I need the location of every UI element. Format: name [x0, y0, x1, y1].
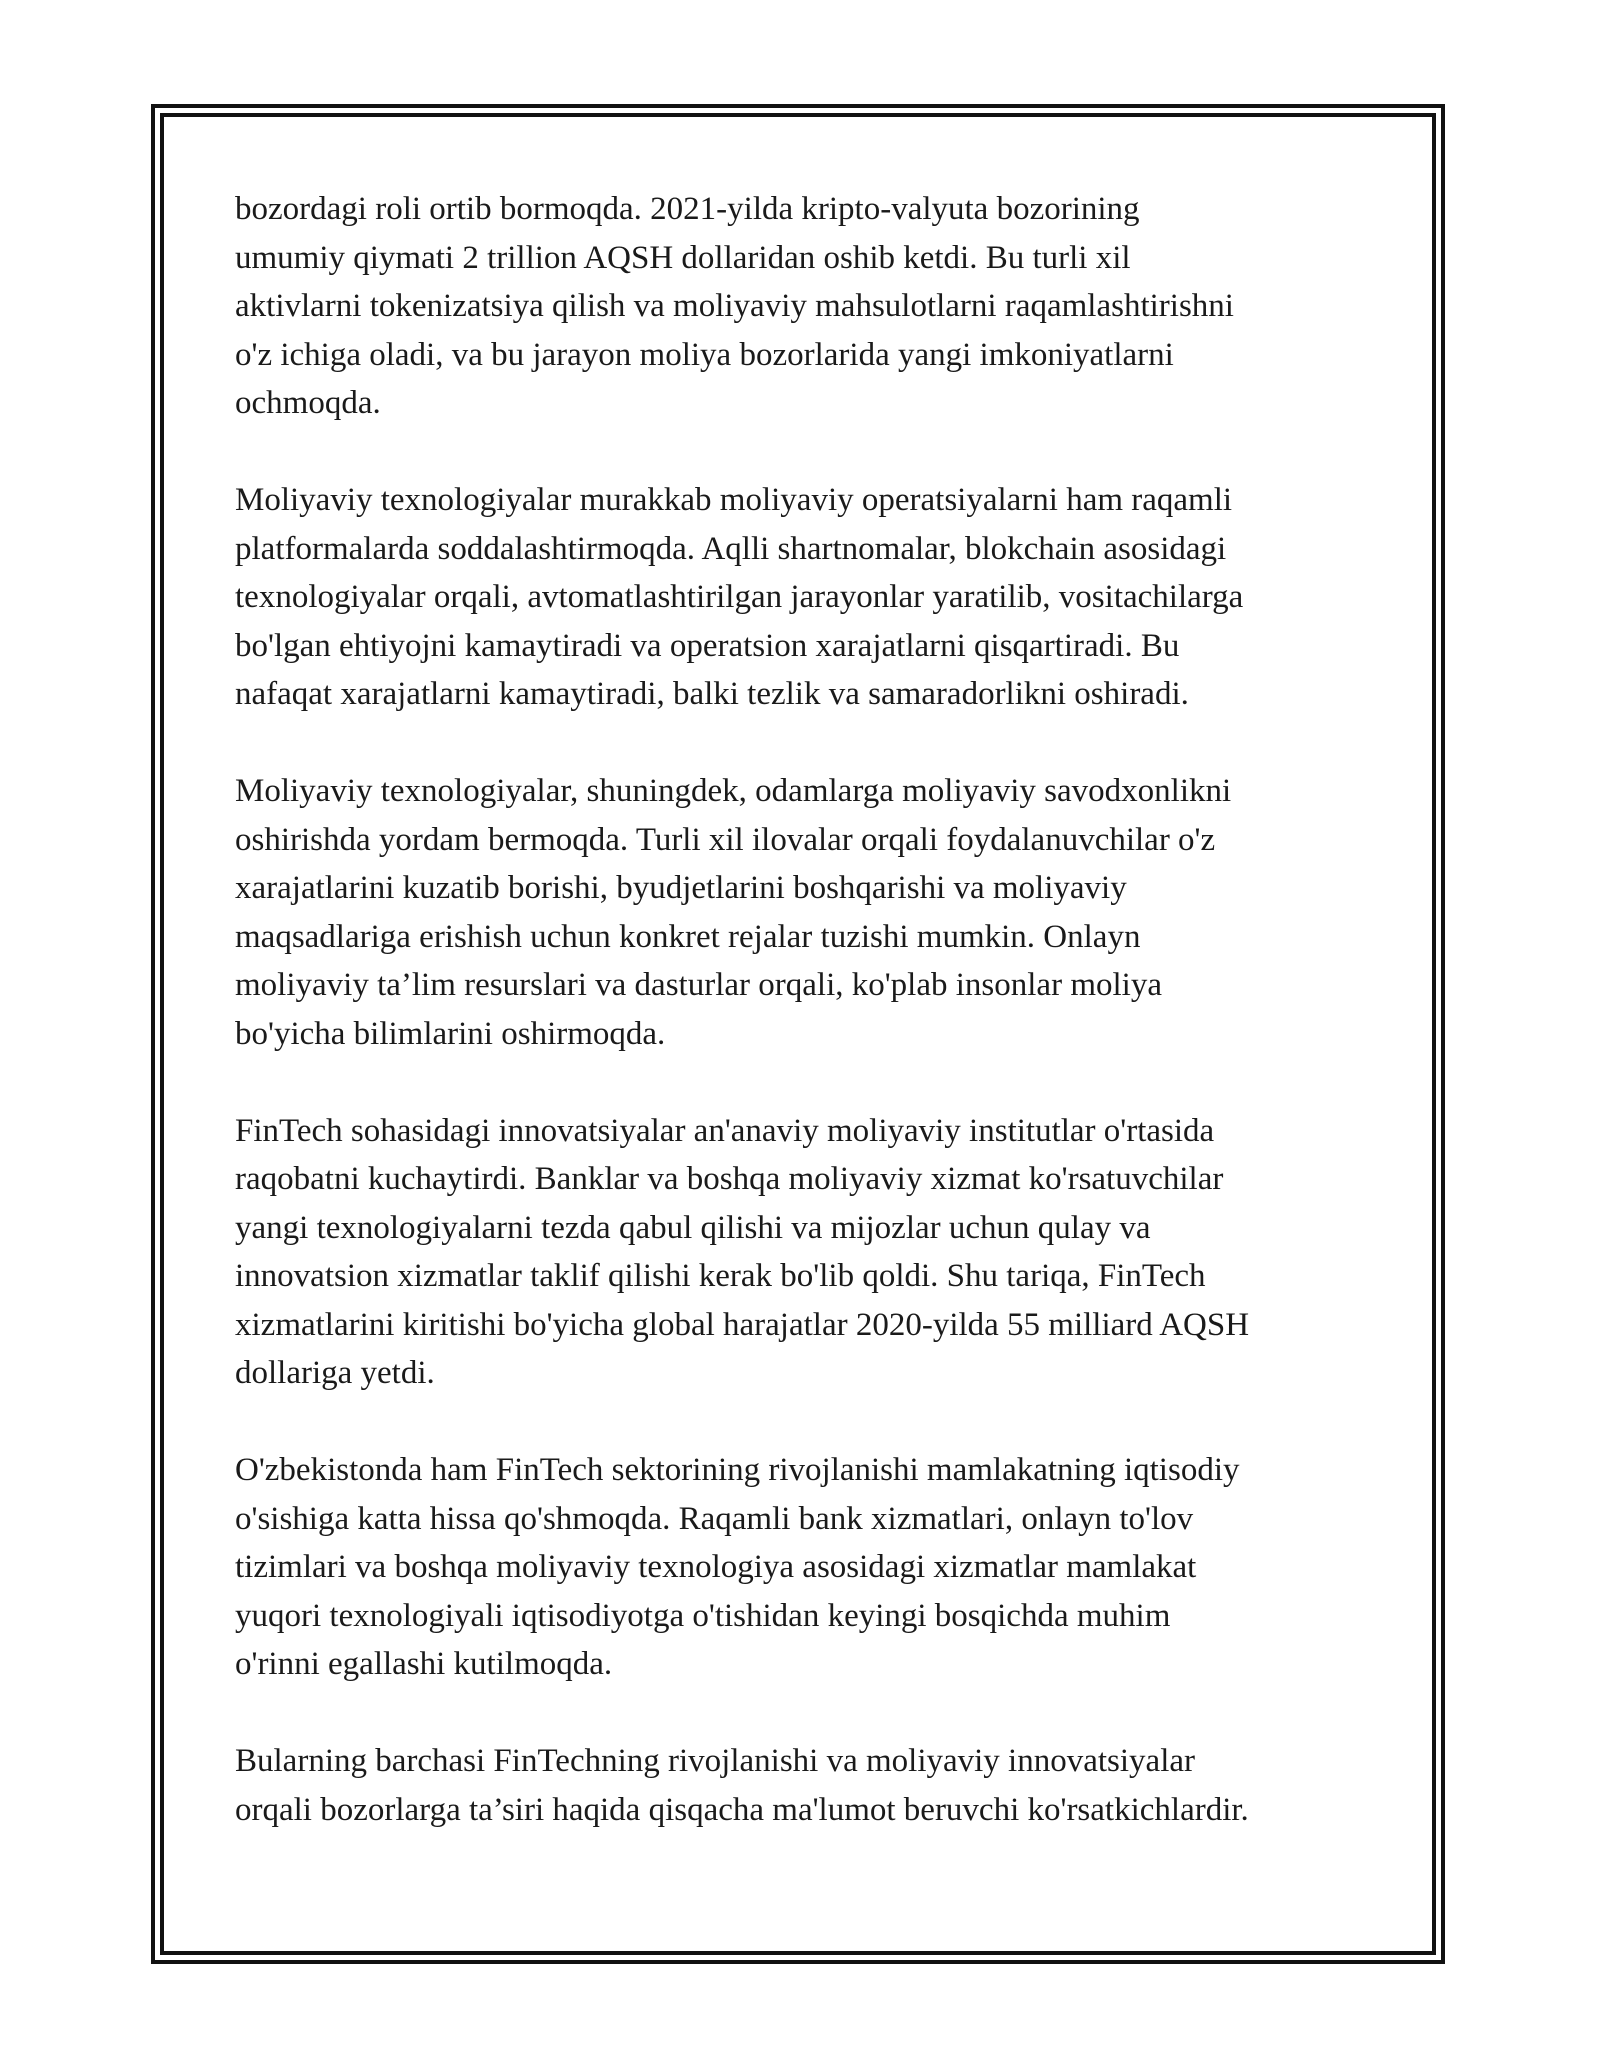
- paragraph-3: [235, 767, 1395, 1058]
- text-line: Bularning barchasi FinTechning rivojlanishi va moliyaviy innovatsiyalar: [235, 1743, 1195, 1779]
- text-line: tizimlari va boshqa moliyaviy texnologiya asosidagi xizmatlar mamlakat: [235, 1549, 1197, 1585]
- text-line: yuqori texnologiyali iqtisodiyotga o'tishidan keyingi bosqichda muhim: [235, 1597, 1171, 1634]
- text-line: texnologiyalar orqali, avtomatlashtirilgan jarayonlar yaratilib, vositachilarga: [235, 579, 1244, 615]
- paragraph-1: [235, 185, 1395, 428]
- text-line: umumiy qiymati 2 trillion AQSH dollaridan oshib ketdi. Bu turli xil: [235, 239, 1131, 276]
- paragraph-6: [235, 1737, 1395, 1834]
- text-line: platformalarda soddalashtirmoqda. Aqlli shartnomalar, blokchain asosidagi: [235, 530, 1227, 567]
- text-line: bo'yicha bilimlarini oshirmoqda.: [235, 1015, 666, 1052]
- text-line: yangi texnologiyalarni tezda qabul qilishi va mijozlar uchun qulay va: [235, 1209, 1151, 1246]
- text-line: bo'lgan ehtiyojni kamaytiradi va operatsion xarajatlarni qisqartiradi. Bu: [235, 627, 1180, 664]
- text-line: nafaqat xarajatlarni kamaytiradi, balki tezlik va samaradorlikni oshiradi.: [235, 676, 1189, 712]
- text-line: oshirishda yordam bermoqda. Turli xil ilovalar orqali foydalanuvchilar o'z: [235, 821, 1216, 858]
- text-line: bozordagi roli ortib bormoqda. 2021-yilda kripto-valyuta bozorining: [235, 191, 1140, 227]
- paragraph-2: [235, 476, 1395, 719]
- text-line: ochmoqda.: [235, 385, 381, 421]
- text-line: orqali bozorlarga ta’siri haqida qisqacha ma'lumot beruvchi ko'rsatkichlardir.: [235, 1791, 1249, 1828]
- text-line: dollariga yetdi.: [235, 1355, 435, 1391]
- text-line: innovatsion xizmatlar taklif qilishi kerak bo'lib qoldi. Shu tariqa, FinTech: [235, 1258, 1206, 1294]
- text-line: xizmatlarini kiritishi bo'yicha global harajatlar 2020-yilda 55 milliard AQSH: [235, 1306, 1250, 1343]
- paragraph-5: [235, 1446, 1395, 1689]
- text-line: O'zbekistonda ham FinTech sektorining rivojlanishi mamlakatning iqtisodiy: [235, 1452, 1240, 1488]
- text-line: aktivlarni tokenizatsiya qilish va moliyaviy mahsulotlarni raqamlashtirishni: [235, 288, 1234, 324]
- text-line: moliyaviy ta’lim resurslari va dasturlar orqali, ko'plab insonlar moliya: [235, 967, 1162, 1003]
- text-line: o'sishiga katta hissa qo'shmoqda. Raqamli bank xizmatlari, onlayn to'lov: [235, 1500, 1194, 1537]
- text-line: Moliyaviy texnologiyalar murakkab moliyaviy operatsiyalarni ham raqamli: [235, 482, 1233, 518]
- document-body: [235, 185, 1395, 1883]
- text-line: xarajatlarini kuzatib borishi, byudjetlarini boshqarishi va moliyaviy: [235, 870, 1127, 906]
- text-line: o'rinni egallashi kutilmoqda.: [235, 1646, 613, 1682]
- paragraph-4: [235, 1107, 1395, 1398]
- text-line: FinTech sohasidagi innovatsiyalar an'anaviy moliyaviy institutlar o'rtasida: [235, 1112, 1215, 1149]
- text-line: maqsadlariga erishish uchun konkret rejalar tuzishi mumkin. Onlayn: [235, 918, 1141, 955]
- text-line: o'z ichiga oladi, va bu jarayon moliya bozorlarida yangi imkoniyatlarni: [235, 336, 1174, 373]
- text-line: Moliyaviy texnologiyalar, shuningdek, odamlarga moliyaviy savodxonlikni: [235, 773, 1232, 809]
- text-line: raqobatni kuchaytirdi. Banklar va boshqa moliyaviy xizmat ko'rsatuvchilar: [235, 1161, 1224, 1197]
